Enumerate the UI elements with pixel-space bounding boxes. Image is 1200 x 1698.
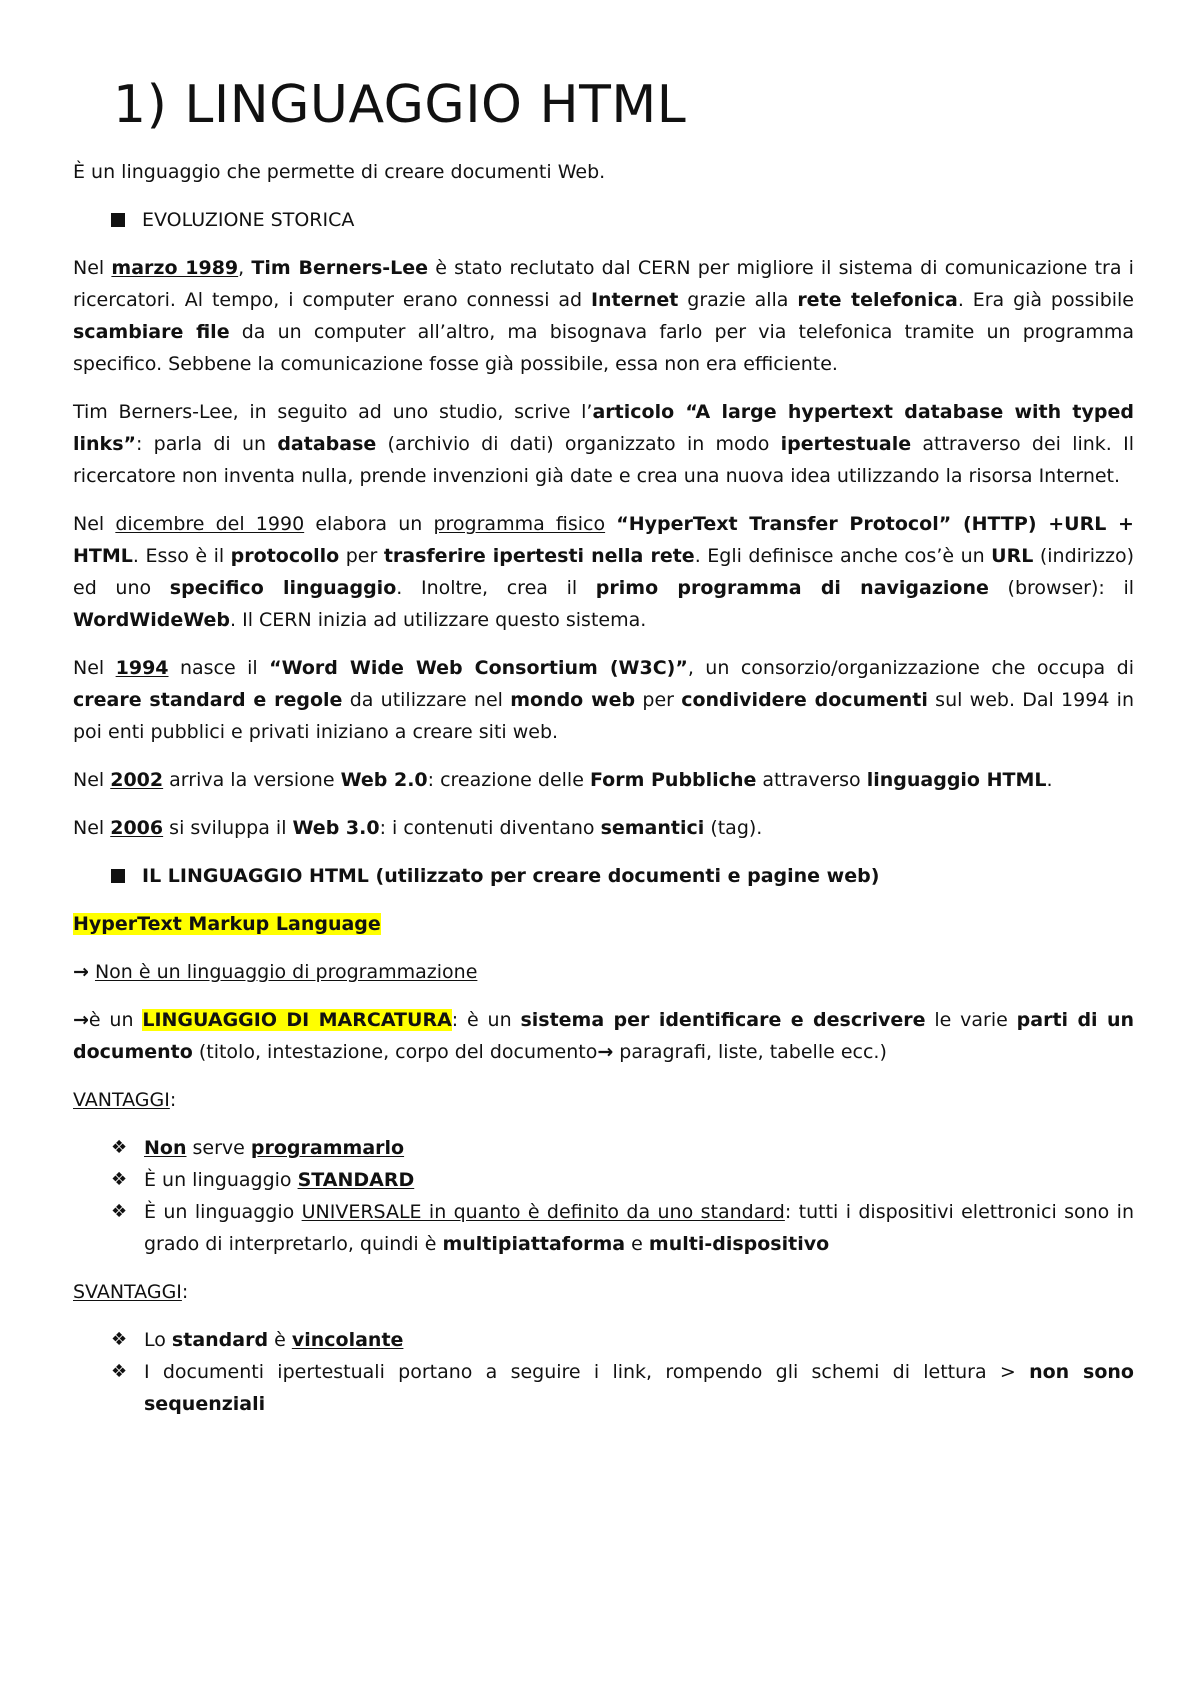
list-item: ❖ Non serve programmarlo — [111, 1132, 1134, 1164]
svantaggi-list — [73, 1324, 1134, 1420]
arrow-right-icon: → — [597, 1041, 614, 1063]
arrow-right-icon: → — [73, 961, 89, 983]
diamond-bullet-icon: ❖ — [111, 1361, 128, 1382]
list-item: ❖ È un linguaggio UNIVERSALE in quanto è definito da uno standard: tutti i dispositivi elettronici sono in grado di interpretarlo, quindi è multipiattaforma e multi-dispositivo — [111, 1196, 1134, 1260]
highlighted-acronym: HyperText Markup Language — [73, 913, 381, 935]
not-programming-line: → Non è un linguaggio di programmazione — [73, 961, 478, 983]
list-item: ❖ I documenti ipertestuali portano a seguire i link, rompendo gli schemi di lettura > non sono sequenziali — [111, 1356, 1134, 1420]
diamond-bullet-icon: ❖ — [111, 1137, 128, 1158]
list-item: ❖ È un linguaggio STANDARD — [111, 1164, 1134, 1196]
markup-language-paragraph: →è un LINGUAGGIO DI MARCATURA: è un sistema per identificare e descrivere le varie parti di un documento (titolo, intestazione, corpo del documento→ paragrafi, liste, tabelle ecc.) — [73, 1009, 1135, 1063]
section-heading-label: EVOLUZIONE STORICA — [142, 209, 355, 231]
section-heading-evoluzione — [111, 204, 1134, 236]
paragraph-1994: Nel 1994 nasce il “Word Wide Web Consortium (W3C)”, un consorzio/organizzazione che occupa di creare standard e regole da utilizzare nel mondo web per condividere documenti sul web. Dal 1994 in poi enti pubblici e privati iniziano a creare siti web. — [73, 657, 1134, 743]
square-bullet-icon — [111, 213, 125, 227]
arrow-right-icon: → — [73, 1009, 89, 1031]
intro-paragraph: È un linguaggio che permette di creare documenti Web. — [73, 161, 606, 183]
page-title: 1) LINGUAGGIO HTML — [113, 75, 687, 135]
svantaggi-label: SVANTAGGI: — [73, 1281, 189, 1303]
section-heading-label: IL LINGUAGGIO HTML (utilizzato per creare documenti e pagine web) — [142, 865, 880, 887]
paragraph-2002: Nel 2002 arriva la versione Web 2.0: creazione delle Form Pubbliche attraverso linguaggio HTML. — [73, 769, 1053, 791]
square-bullet-icon — [111, 869, 125, 883]
vantaggi-label: VANTAGGI: — [73, 1089, 177, 1111]
paragraph-article: Tim Berners-Lee, in seguito ad uno studio, scrive l’articolo “A large hypertext database with typed links”: parla di un database (archivio di dati) organizzato in modo ipertestuale attraverso dei link. Il ricercatore non inventa nulla, prende invenzioni già date e crea una nuova idea utilizzando la risorsa Internet. — [73, 401, 1134, 487]
paragraph-1990: Nel dicembre del 1990 elabora un programma fisico “HyperText Transfer Protocol” (HTTP) +URL + HTML. Esso è il protocollo per trasferire ipertesti nella rete. Egli definisce anche cos’è un URL (indirizzo) ed uno specifico linguaggio. Inoltre, crea il primo programma di navigazione (browser): il WordWideWeb. Il CERN inizia ad utilizzare questo sistema. — [73, 513, 1135, 631]
acronym-line — [73, 908, 1134, 940]
highlighted-marcatura: LINGUAGGIO DI MARCATURA — [142, 1009, 452, 1031]
diamond-bullet-icon: ❖ — [111, 1201, 128, 1222]
section-heading-html — [111, 860, 1134, 892]
diamond-bullet-icon: ❖ — [111, 1329, 128, 1350]
paragraph-2006: Nel 2006 si sviluppa il Web 3.0: i contenuti diventano semantici (tag). — [73, 817, 763, 839]
vantaggi-list — [73, 1132, 1134, 1260]
paragraph-1989: Nel marzo 1989, Tim Berners-Lee è stato reclutato dal CERN per migliore il sistema di comunicazione tra i ricercatori. Al tempo, i computer erano connessi ad Internet grazie alla rete telefonica. Era già possibile scambiare file da un computer all’altro, ma bisognava farlo per via telefonica tramite un programma specifico. Sebbene la comunicazione fosse già possibile, essa non era efficiente. — [73, 257, 1134, 375]
list-item: ❖ Lo standard è vincolante — [111, 1324, 1134, 1356]
diamond-bullet-icon: ❖ — [111, 1169, 128, 1190]
